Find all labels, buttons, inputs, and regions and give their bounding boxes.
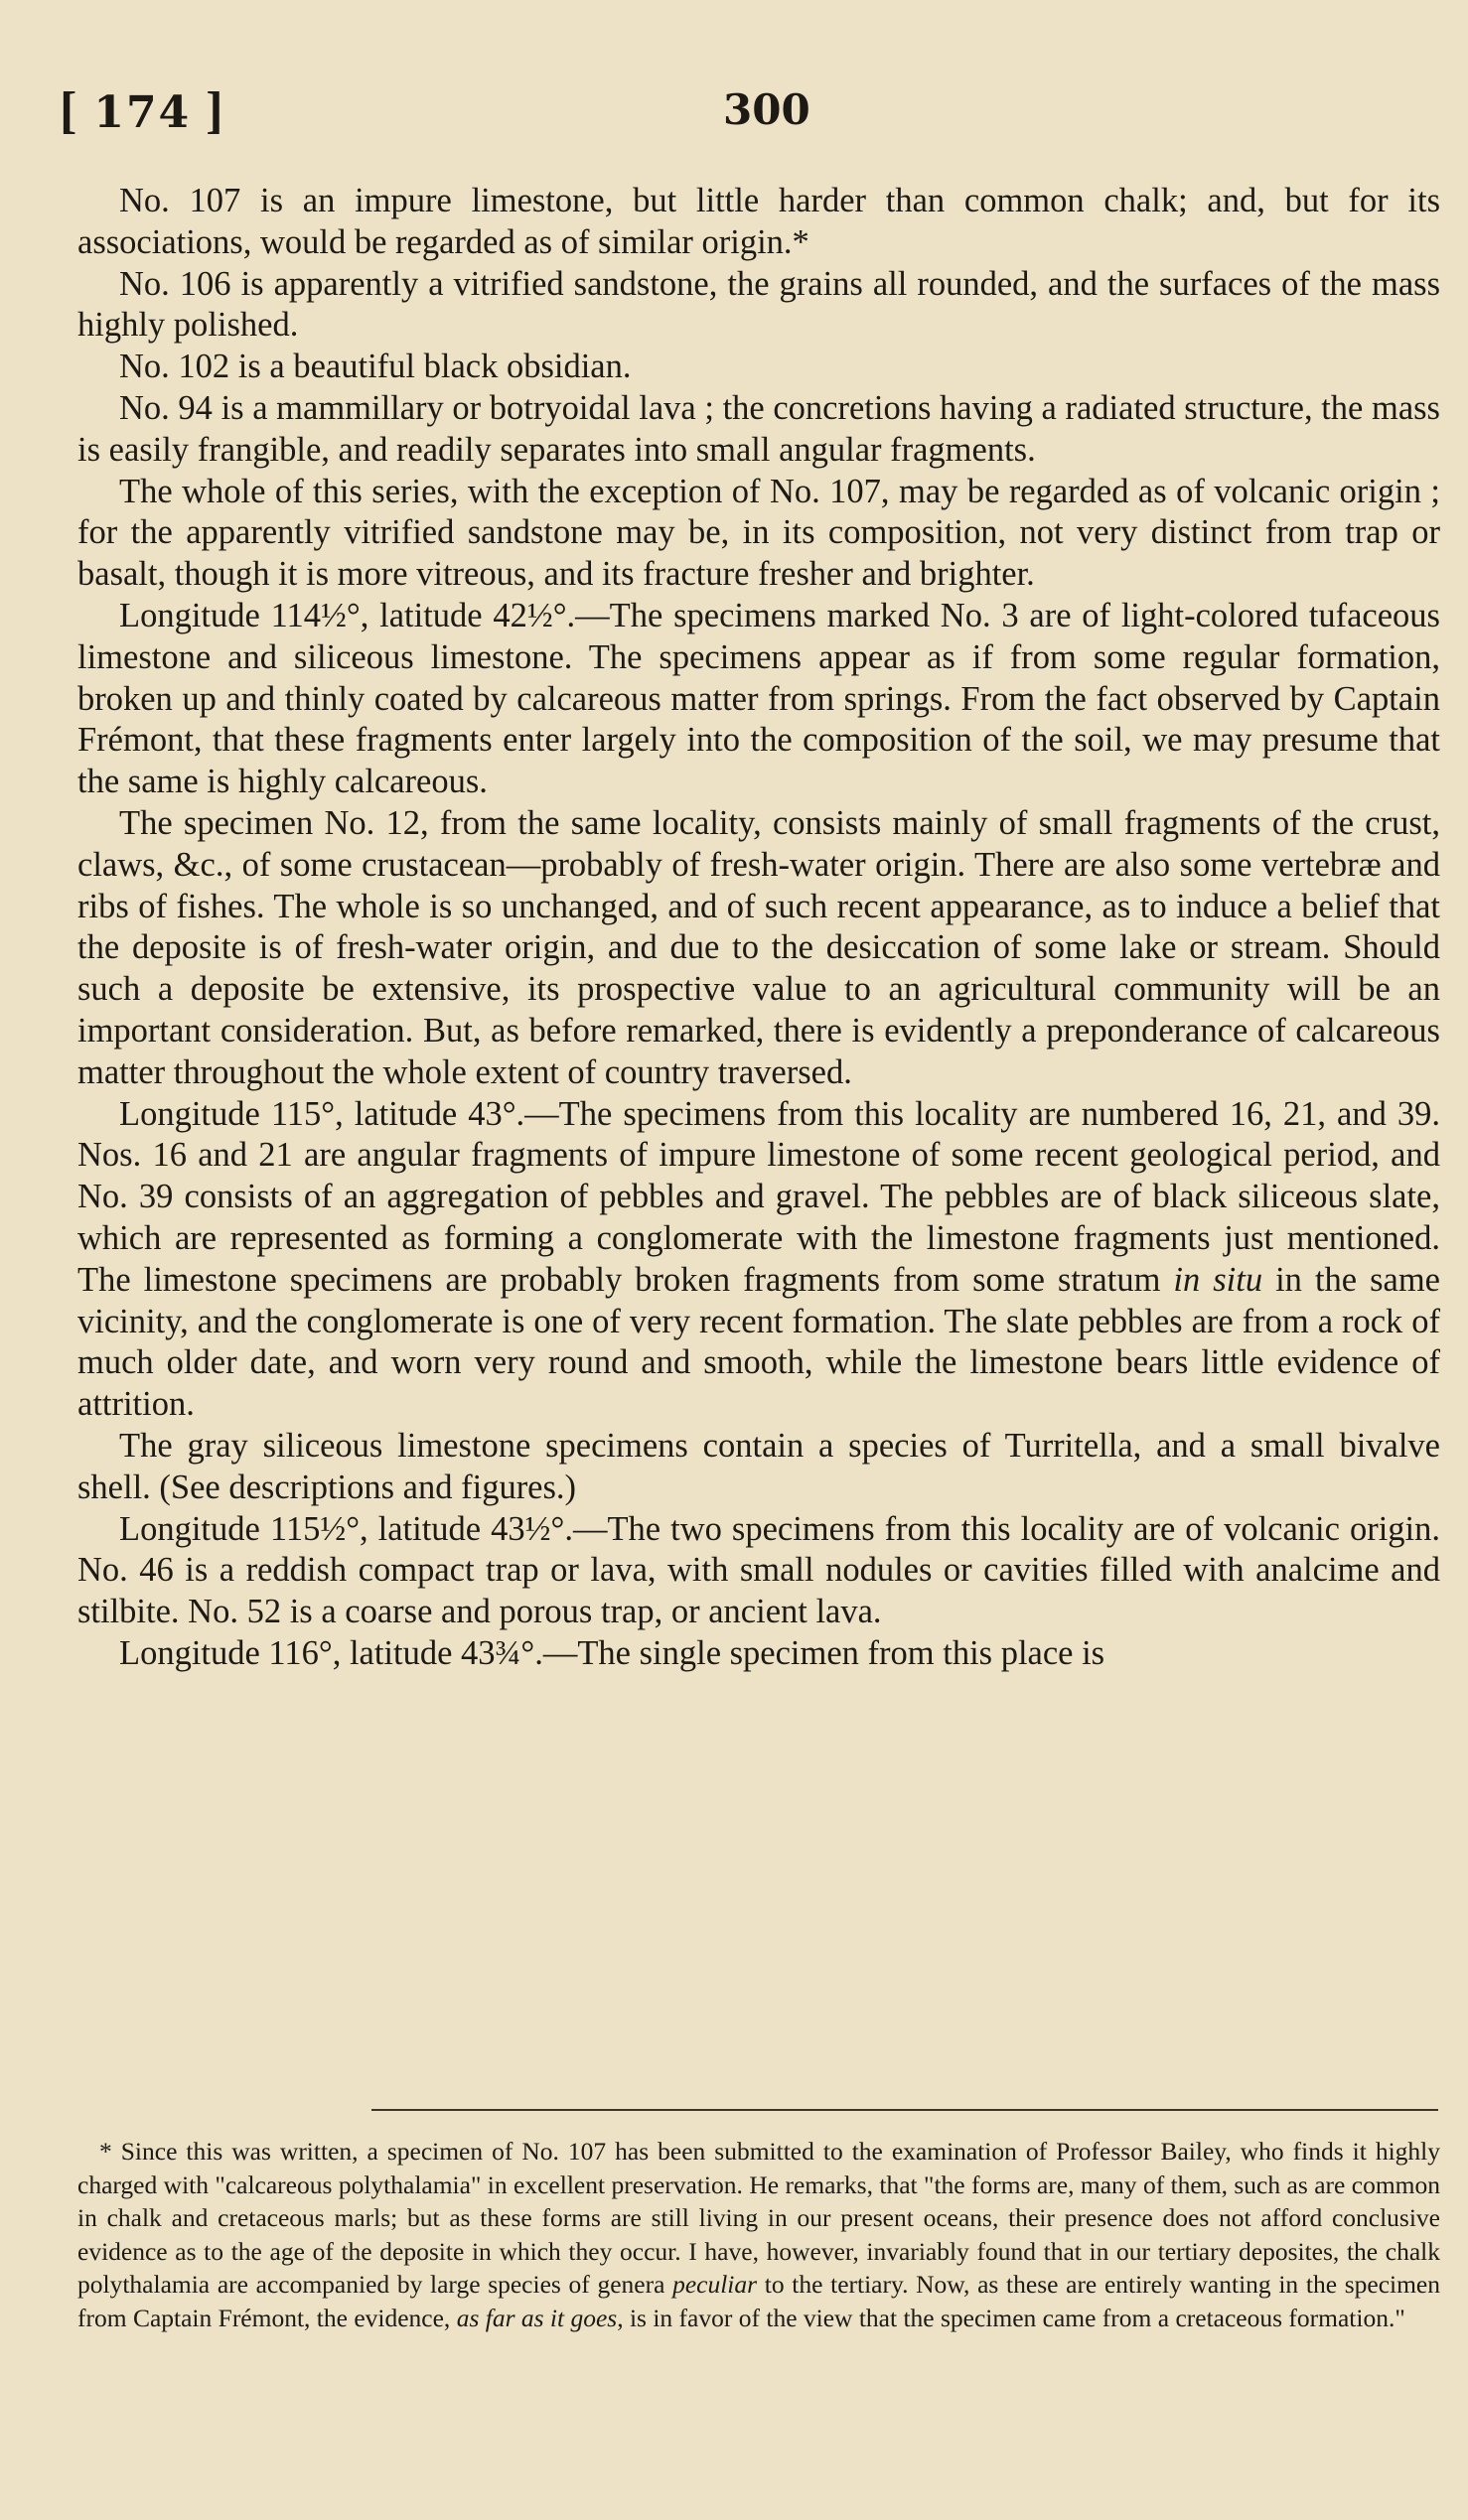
footnote-divider bbox=[371, 2109, 1438, 2111]
text-run: , is in favor of the view that the specimen came from a cretaceous formation." bbox=[617, 2303, 1405, 2332]
paragraph: The specimen No. 12, from the same locality, consists mainly of small fragments of the crust, claws, &c., of some crustacean—probably of fresh-water origin. There are also some vertebræ and ribs of fishes. The whole is so unchanged, and of such recent appearance, as to induce a belief that the deposite is of fresh-water origin, and due to the desiccation of some lake or stream. Should such a deposite be extensive, its prospective value to an agricultural community will be an important consideration. But, as before remarked, there is evidently a preponderance of calcareous matter throughout the whole extent of country traversed. bbox=[77, 803, 1440, 1091]
bracket-close: ] bbox=[206, 82, 225, 139]
italic-term: as far as it goes bbox=[456, 2303, 618, 2332]
main-text bbox=[77, 181, 1440, 1675]
italic-term: peculiar bbox=[672, 2270, 758, 2299]
paragraph: The gray siliceous limestone specimens contain a species of Turritella, and a small bivalve shell. (See descriptions and figures.) bbox=[77, 1426, 1440, 1506]
text-run: Longitude 115°, latitude 43°.—The specimens from this locality are numbered 16, 21, and 39. Nos. 16 and 21 are angular fragments of impure limestone of some recent geological period, and No. 39 consists of an aggregation of pebbles and gravel. The pebbles are of black siliceous slate, which are represented as forming a conglomerate with the limestone fragments just mentioned. The limestone specimens are probably broken fragments from some stratum bbox=[77, 1094, 1440, 1299]
paragraph bbox=[77, 1094, 1440, 1426]
text-run: to the tertiary. Now, as these are entirely wanting in the specimen from Captain Frémont, the evidence, bbox=[77, 2270, 1440, 2332]
footnote-paragraph bbox=[77, 2135, 1440, 2334]
page-number: 300 bbox=[723, 85, 810, 134]
paragraph: Longitude 116°, latitude 43¾°.—The single specimen from this place is bbox=[119, 1633, 1105, 1672]
paragraph: Longitude 115½°, latitude 43½°.—The two specimens from this locality are of volcanic origin. No. 46 is a reddish compact trap or lava, with small nodules or cavities filled with analcime and stilbite. No. 52 is a coarse and porous trap, or ancient lava. bbox=[77, 1509, 1440, 1631]
original-page-number-value: 174 bbox=[93, 87, 192, 138]
paragraph: The whole of this series, with the exception of No. 107, may be regarded as of volcanic origin ; for the apparently vitrified sandstone may be, in its composition, not very distinct from trap or basalt, though it is more vitreous, and its fracture fresher and brighter. bbox=[77, 472, 1440, 594]
paragraph: No. 106 is apparently a vitrified sandstone, the grains all rounded, and the surfaces of the mass highly polished. bbox=[77, 264, 1440, 345]
paragraph: No. 102 is a beautiful black obsidian. bbox=[119, 348, 632, 386]
bracket-open: [ bbox=[60, 82, 79, 139]
text-run: * Since this was written, a specimen of No. 107 has been submitted to the examination of Professor Bailey, who finds it highly charged with "calcareous polythalamia" in excellent preservation. He remarks, that "the forms are, many of them, such as are common in chalk and cretaceous marls; but as these forms are still living in our present oceans, their presence does not afford conclusive evidence as to the age of the deposite in which they occur. I have, however, invariably found that in our tertiary deposites, the chalk polythalamia are accompanied by large species of genera bbox=[77, 2137, 1440, 2299]
text-run: in the same vicinity, and the conglomerate is one of very recent formation. The slate pebbles are from a rock of much older date, and worn very round and smooth, while the limestone bears little evidence of attrition. bbox=[77, 1260, 1440, 1424]
page-header bbox=[60, 81, 1450, 151]
paragraph: No. 94 is a mammillary or botryoidal lava ; the concretions having a radiated structure, the mass is easily frangible, and readily separates into small angular fragments. bbox=[77, 388, 1440, 469]
paragraph: Longitude 114½°, latitude 42½°.—The specimens marked No. 3 are of light-colored tufaceous limestone and siliceous limestone. The specimens appear as if from some regular formation, broken up and thinly coated by calcareous matter from springs. From the fact observed by Captain Frémont, that these fragments enter largely into the composition of the soil, we may presume that the same is highly calcareous. bbox=[77, 596, 1440, 801]
original-page-number bbox=[60, 81, 225, 140]
italic-term: in situ bbox=[1173, 1260, 1263, 1299]
paragraph: No. 107 is an impure limestone, but little harder than common chalk; and, but for its associations, would be regarded as of similar origin.* bbox=[77, 182, 1440, 261]
footnote bbox=[77, 2135, 1440, 2334]
